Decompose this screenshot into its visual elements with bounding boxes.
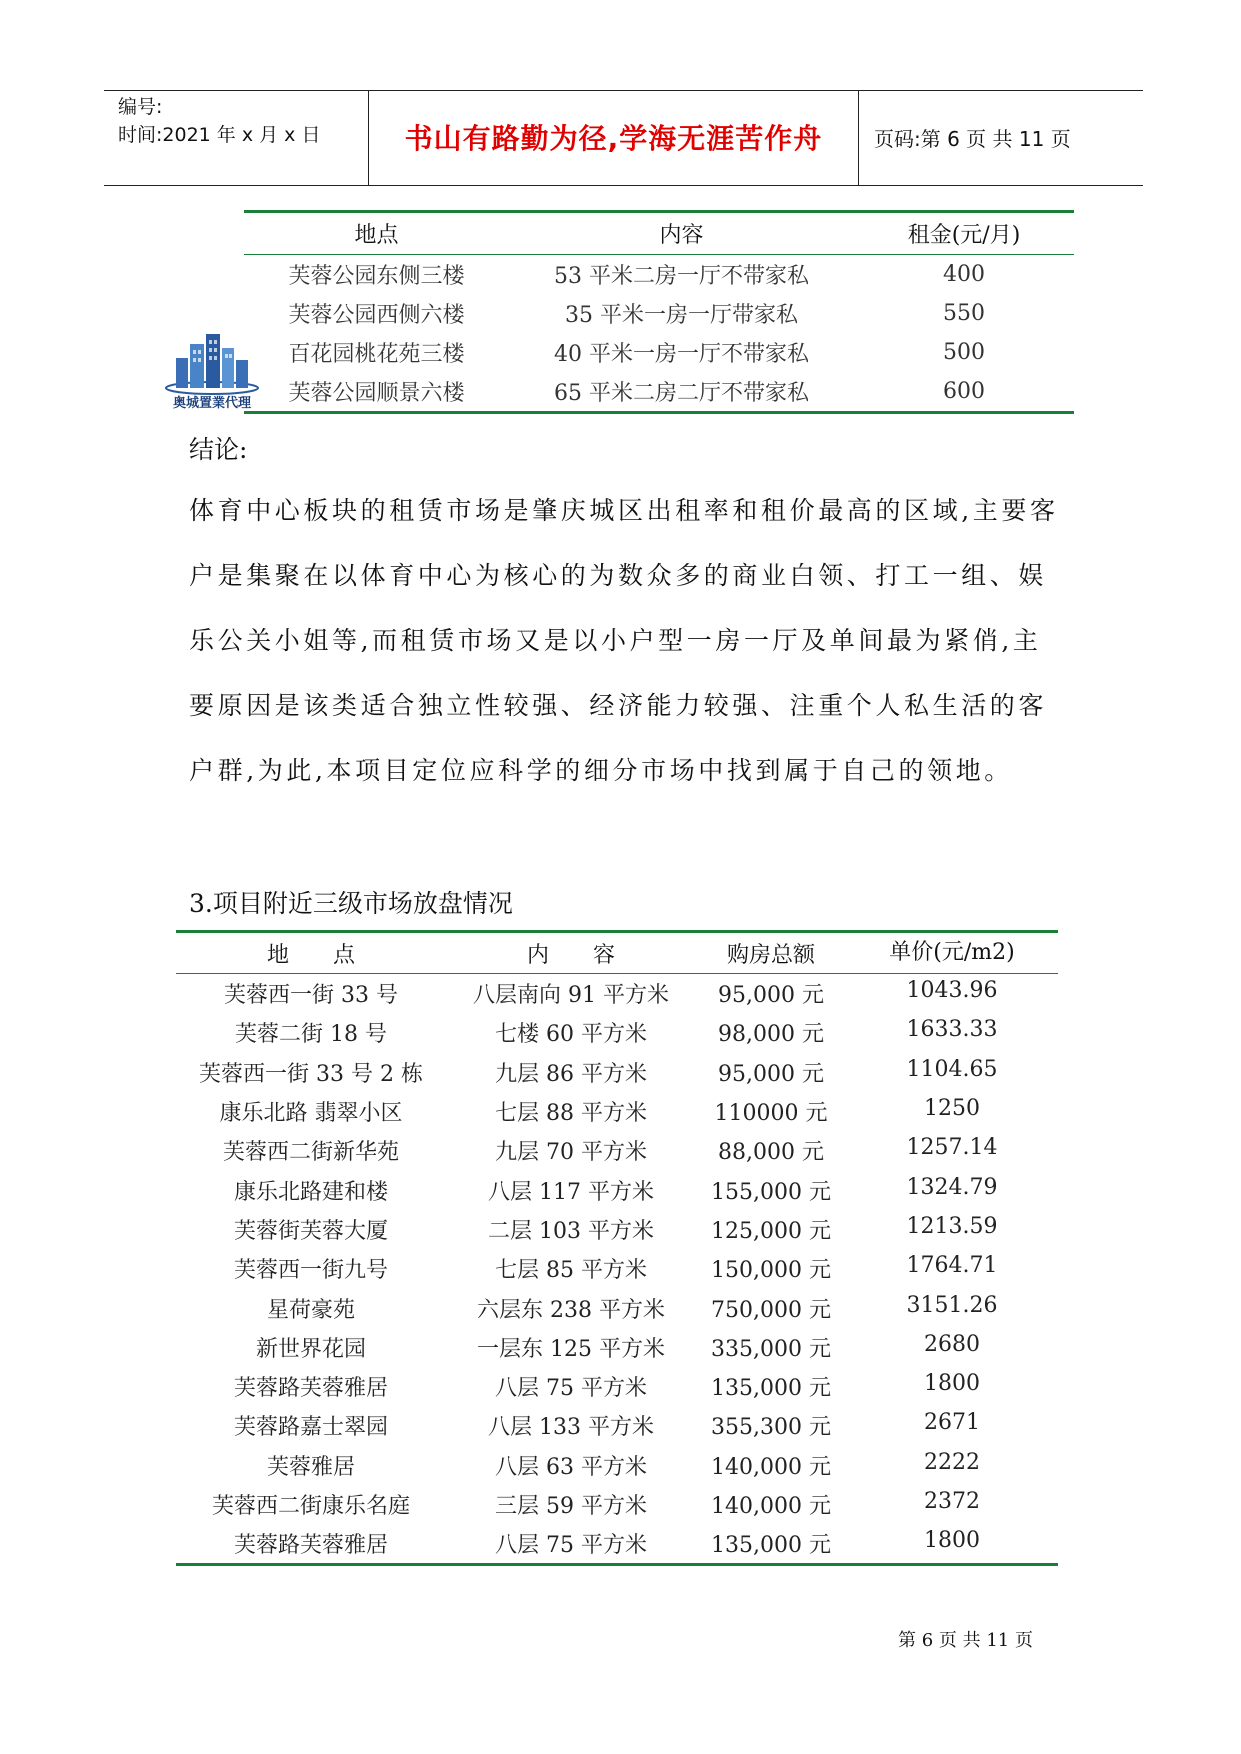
table-body [176,974,1058,1563]
column-header: 单价(元/m2) [889,939,1015,965]
table-cell: 芙蓉西二街新华苑 [222,1140,399,1166]
table-cell: 八层 75 平方米 [495,1376,647,1402]
table-row [244,294,1074,333]
table-row [176,1210,1058,1249]
table-cell: 芙蓉二街 18 号 [235,1022,387,1048]
table-row [176,1170,1058,1209]
table-row [176,1013,1058,1052]
table-cell: 芙蓉路嘉士翠园 [233,1415,388,1441]
table-cell: 40 平米一房一厅不带家私 [554,342,809,367]
table-cell: 九层 70 平方米 [495,1140,647,1166]
table-cell: 550 [943,301,985,326]
table-cell: 1250 [924,1096,980,1122]
table-cell: 1324.79 [906,1174,998,1200]
table-row [176,974,1058,1013]
table-cell: 八层 63 平方米 [495,1454,647,1480]
logo-text: 奥城置業代理 [172,396,251,411]
table-cell: 八层 133 平方米 [488,1415,654,1441]
table-cell: 95,000 元 [718,1061,824,1087]
table-cell: 1043.96 [906,978,998,1004]
table-cell: 1633.33 [906,1017,998,1043]
table-cell: 135,000 元 [711,1533,831,1559]
table-cell: 芙蓉西一街 33 号 [224,983,398,1009]
table-cell: 二层 103 平方米 [488,1218,654,1244]
table-cell: 2372 [924,1489,980,1514]
table-cell: 芙蓉街芙蓉大厦 [233,1218,388,1244]
table-cell: 八层南向 91 平方米 [473,983,669,1009]
column-header: 内 容 [526,942,615,968]
table-cell: 335,000 元 [711,1336,831,1362]
table-cell: 110000 元 [714,1101,828,1127]
table-cell: 95,000 元 [718,983,824,1009]
table-row [176,1249,1058,1288]
table-row [176,1131,1058,1170]
header-number: 编号: [118,96,163,118]
column-header: 地 点 [266,942,355,968]
table-cell: 125,000 元 [711,1218,831,1244]
table-cell: 七层 85 平方米 [495,1258,647,1284]
page-footer: 第 6 页 共 11 页 [898,1630,1033,1651]
column-header: 租金(元/月) [907,223,1021,248]
table-cell: 芙蓉西一街 33 号 2 栋 [199,1061,423,1087]
table-cell: 400 [943,262,985,287]
table-cell: 芙蓉公园西侧六楼 [288,303,465,328]
table-cell: 35 平米一房一厅带家私 [565,303,798,328]
table-cell: 3151.26 [906,1292,998,1318]
table-cell: 1764.71 [906,1253,998,1279]
table-cell: 三层 59 平方米 [495,1494,647,1519]
header-meta [118,93,368,149]
market-table [176,930,1058,1566]
table-cell: 芙蓉雅居 [266,1454,355,1480]
table-header-row [176,933,1058,974]
table-cell: 康乐北路建和楼 [233,1179,388,1205]
table-cell: 2680 [924,1331,980,1357]
table-cell: 135,000 元 [711,1376,831,1402]
table-cell: 750,000 元 [711,1297,831,1323]
table-cell: 1800 [924,1371,980,1397]
table-cell: 65 平米二房二厅不带家私 [554,381,809,406]
column-header: 地点 [354,223,399,248]
table-cell: 355,300 元 [711,1415,831,1441]
table-row [176,1288,1058,1327]
table-header-row [244,213,1074,255]
table-cell: 2671 [924,1410,980,1436]
table-cell: 140,000 元 [711,1494,831,1519]
table-cell: 1213.59 [906,1213,998,1239]
header-page-number: 页码:第 6 页 共 11 页 [874,127,1071,151]
table-row [244,255,1074,294]
table-row [176,1053,1058,1092]
table-cell: 1800 [924,1528,980,1554]
header-time: 时间:2021 年 x 月 x 日 [118,124,321,146]
table-cell: 芙蓉路芙蓉雅居 [233,1533,388,1559]
table-cell: 六层东 238 平方米 [477,1297,665,1323]
page-header [104,90,1143,186]
table-cell: 康乐北路 翡翠小区 [219,1101,403,1127]
table-cell: 七层 88 平方米 [495,1101,647,1127]
table-cell: 53 平米二房一厅不带家私 [554,264,809,289]
table-cell: 150,000 元 [711,1258,831,1284]
table-cell: 140,000 元 [711,1454,831,1480]
header-motto: 书山有路勤为径,学海无涯苦作舟 [404,122,823,155]
table-cell: 芙蓉路芙蓉雅居 [233,1376,388,1402]
table-cell: 芙蓉公园东侧三楼 [288,264,465,289]
table-row [176,1446,1058,1485]
header-divider [858,91,859,185]
table-row [176,1485,1058,1524]
table-cell: 八层 117 平方米 [488,1179,654,1205]
table-cell: 98,000 元 [718,1022,824,1048]
table-cell: 新世界花园 [255,1336,366,1362]
table-cell: 八层 75 平方米 [495,1533,647,1559]
conclusion-paragraph: 体育中心板块的租赁市场是肇庆城区出租率和租价最高的区域,主要客户是集聚在以体育中心为核心的为数众多的商业白领、打工一组、娱乐公关小姐等,而租赁市场又是以小户型一房一厅及单间最为紧俏,主要原因是该类适合独立性较强、经济能力较强、注重个人私生活的客户群,为此,本项目定位应科学的细分市场中找到属于自己的领地。 [189,496,1059,785]
table-cell: 九层 86 平方米 [495,1061,647,1087]
table-cell: 芙蓉西二街康乐名庭 [211,1494,410,1519]
table-cell: 1104.65 [906,1056,998,1082]
rent-table [244,210,1074,414]
table-row [176,1367,1058,1406]
table-cell: 星荷豪苑 [266,1297,355,1323]
table-row [244,372,1074,411]
table-cell: 芙蓉西一街九号 [233,1258,388,1284]
table-cell: 2222 [924,1449,980,1475]
section-title: 3.项目附近三级市场放盘情况 [189,889,513,918]
column-header: 购房总额 [726,942,815,968]
conclusion-title: 结论: [189,435,248,464]
table-cell: 1257.14 [906,1135,998,1161]
table-cell: 88,000 元 [718,1140,824,1166]
table-cell: 七楼 60 平方米 [495,1022,647,1048]
table-row [176,1524,1058,1563]
table-row [244,333,1074,372]
table-cell: 百花园桃花苑三楼 [288,342,465,367]
table-row [176,1092,1058,1131]
table-cell: 600 [943,379,985,404]
table-cell: 155,000 元 [711,1179,831,1205]
column-header: 内容 [659,223,704,248]
table-cell: 芙蓉公园顺景六楼 [288,381,465,406]
table-row [176,1406,1058,1445]
table-row [176,1328,1058,1367]
table-cell: 500 [943,340,985,365]
table-cell: 一层东 125 平方米 [477,1336,665,1362]
